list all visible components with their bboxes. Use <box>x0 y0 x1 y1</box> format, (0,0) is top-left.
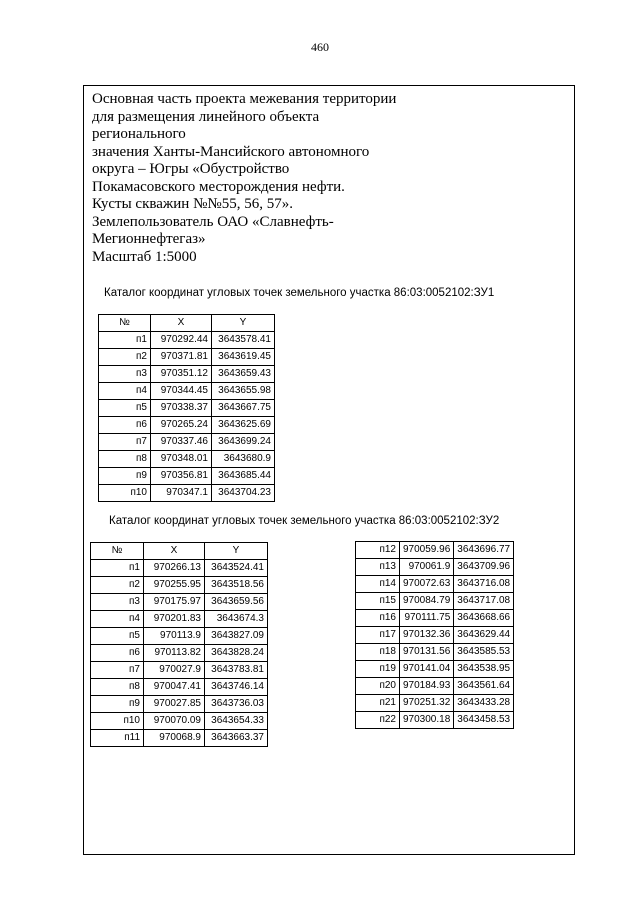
cell-x: 970337.46 <box>151 434 212 451</box>
cell-point-number: п22 <box>356 712 400 729</box>
catalog-2-caption: Каталог координат угловых точек земельного участка 86:03:0052102:ЗУ2 <box>109 515 500 527</box>
cell-point-number: п6 <box>99 417 151 434</box>
heading-line: Землепользователь ОАО «Славнефть- <box>92 213 334 230</box>
cell-y: 3643654.33 <box>205 713 268 730</box>
cell-y: 3643625.69 <box>212 417 275 434</box>
cell-point-number: п12 <box>356 542 400 559</box>
cell-y: 3643619.45 <box>212 349 275 366</box>
cell-y: 3643736.03 <box>205 696 268 713</box>
table-row <box>356 593 514 610</box>
cell-x: 970141.04 <box>400 661 454 678</box>
table-row <box>99 485 275 502</box>
cell-point-number: п13 <box>356 559 400 576</box>
cell-x: 970338.37 <box>151 400 212 417</box>
cell-x: 970265.24 <box>151 417 212 434</box>
catalog-1-table <box>98 314 275 502</box>
cell-point-number: п10 <box>91 713 144 730</box>
cell-y: 3643458.53 <box>454 712 514 729</box>
cell-point-number: п14 <box>356 576 400 593</box>
table-row <box>99 468 275 485</box>
cell-y: 3643659.43 <box>212 366 275 383</box>
cell-point-number: п1 <box>99 332 151 349</box>
cell-x: 970061.9 <box>400 559 454 576</box>
cell-y: 3643518.56 <box>205 577 268 594</box>
cell-y: 3643585.53 <box>454 644 514 661</box>
table-row <box>356 661 514 678</box>
cell-y: 3643655.98 <box>212 383 275 400</box>
cell-y: 3643704.23 <box>212 485 275 502</box>
cell-point-number: п7 <box>99 434 151 451</box>
heading-line: значения Ханты-Мансийского автономного <box>92 143 370 160</box>
table-header-row <box>99 315 275 332</box>
heading-line: Кусты скважин №№55, 56, 57». <box>92 196 293 212</box>
cell-y: 3643659.56 <box>205 594 268 611</box>
cell-y: 3643674.3 <box>205 611 268 628</box>
cell-point-number: п2 <box>91 577 144 594</box>
cell-y: 3643827.09 <box>205 628 268 645</box>
cell-point-number: п19 <box>356 661 400 678</box>
table-header-row <box>91 543 268 560</box>
heading-line: Основная часть проекта межевания территории <box>92 91 397 107</box>
cell-x: 970131.56 <box>400 644 454 661</box>
cell-y: 3643709.96 <box>454 559 514 576</box>
column-header-y: Y <box>212 315 275 332</box>
table-row <box>91 645 268 662</box>
cell-y: 3643433.28 <box>454 695 514 712</box>
heading-line: Масштаб 1:5000 <box>92 248 197 265</box>
cell-x: 970292.44 <box>151 332 212 349</box>
cell-x: 970068.9 <box>144 730 205 747</box>
cell-point-number: п5 <box>99 400 151 417</box>
cell-y: 3643538.95 <box>454 661 514 678</box>
cell-x: 970255.95 <box>144 577 205 594</box>
catalog-2-table-right <box>355 541 514 729</box>
table-row <box>99 451 275 468</box>
cell-point-number: п11 <box>91 730 144 747</box>
table-row <box>356 576 514 593</box>
table-row <box>356 644 514 661</box>
cell-y: 3643717.08 <box>454 593 514 610</box>
heading-line: Мегионнефтегаз» <box>92 231 206 247</box>
table-row <box>91 713 268 730</box>
catalog-2-table-left <box>90 542 268 747</box>
table-row <box>356 695 514 712</box>
cell-x: 970344.45 <box>151 383 212 400</box>
column-header-x: X <box>144 543 205 560</box>
table-row <box>91 611 268 628</box>
cell-point-number: п2 <box>99 349 151 366</box>
table-row <box>356 627 514 644</box>
document-heading <box>92 91 422 266</box>
table-row <box>91 679 268 696</box>
cell-x: 970371.81 <box>151 349 212 366</box>
cell-x: 970184.93 <box>400 678 454 695</box>
column-header-y: Y <box>205 543 268 560</box>
table-row <box>91 594 268 611</box>
cell-point-number: п15 <box>356 593 400 610</box>
cell-point-number: п6 <box>91 645 144 662</box>
cell-x: 970059.96 <box>400 542 454 559</box>
cell-y: 3643828.24 <box>205 645 268 662</box>
cell-point-number: п3 <box>99 366 151 383</box>
table-row <box>356 559 514 576</box>
cell-y: 3643668.66 <box>454 610 514 627</box>
cell-y: 3643578.41 <box>212 332 275 349</box>
cell-x: 970300.18 <box>400 712 454 729</box>
heading-line: для размещения линейного объекта <box>92 108 320 125</box>
cell-x: 970347.1 <box>151 485 212 502</box>
cell-y: 3643680.9 <box>212 451 275 468</box>
cell-point-number: п1 <box>91 560 144 577</box>
table-row <box>91 730 268 747</box>
cell-point-number: п4 <box>91 611 144 628</box>
cell-point-number: п16 <box>356 610 400 627</box>
table-row <box>91 628 268 645</box>
cell-y: 3643524.41 <box>205 560 268 577</box>
cell-point-number: п21 <box>356 695 400 712</box>
cell-point-number: п9 <box>91 696 144 713</box>
cell-y: 3643696.77 <box>454 542 514 559</box>
cell-point-number: п8 <box>91 679 144 696</box>
column-header-x: X <box>151 315 212 332</box>
cell-x: 970175.97 <box>144 594 205 611</box>
cell-x: 970027.85 <box>144 696 205 713</box>
cell-x: 970251.32 <box>400 695 454 712</box>
table-row <box>356 678 514 695</box>
table-row <box>356 542 514 559</box>
cell-y: 3643663.37 <box>205 730 268 747</box>
cell-x: 970113.9 <box>144 628 205 645</box>
cell-y: 3643699.24 <box>212 434 275 451</box>
cell-x: 970113.82 <box>144 645 205 662</box>
table-row <box>99 434 275 451</box>
cell-point-number: п18 <box>356 644 400 661</box>
table-row <box>356 610 514 627</box>
cell-y: 3643667.75 <box>212 400 275 417</box>
table-row <box>99 383 275 400</box>
cell-y: 3643561.64 <box>454 678 514 695</box>
table-row <box>99 332 275 349</box>
cell-point-number: п4 <box>99 383 151 400</box>
cell-point-number: п8 <box>99 451 151 468</box>
cell-x: 970111.75 <box>400 610 454 627</box>
cell-x: 970351.12 <box>151 366 212 383</box>
cell-y: 3643629.44 <box>454 627 514 644</box>
cell-y: 3643783.81 <box>205 662 268 679</box>
cell-point-number: п7 <box>91 662 144 679</box>
heading-line: округа – Югры «Обустройство <box>92 161 290 177</box>
table-row <box>91 662 268 679</box>
table-row <box>99 417 275 434</box>
cell-point-number: п9 <box>99 468 151 485</box>
table-row <box>91 577 268 594</box>
cell-point-number: п20 <box>356 678 400 695</box>
cell-x: 970072.63 <box>400 576 454 593</box>
cell-x: 970356.81 <box>151 468 212 485</box>
cell-x: 970084.79 <box>400 593 454 610</box>
table-row <box>99 349 275 366</box>
table-row <box>99 366 275 383</box>
cell-point-number: п10 <box>99 485 151 502</box>
cell-x: 970132.36 <box>400 627 454 644</box>
cell-x: 970348.01 <box>151 451 212 468</box>
cell-y: 3643746.14 <box>205 679 268 696</box>
table-row <box>91 696 268 713</box>
cell-x: 970047.41 <box>144 679 205 696</box>
column-header-number: № <box>99 315 151 332</box>
cell-x: 970266.13 <box>144 560 205 577</box>
heading-line: регионального <box>92 126 186 142</box>
cell-y: 3643716.08 <box>454 576 514 593</box>
cell-point-number: п17 <box>356 627 400 644</box>
catalog-1-caption: Каталог координат угловых точек земельного участка 86:03:0052102:ЗУ1 <box>104 287 495 299</box>
column-header-number: № <box>91 543 144 560</box>
cell-x: 970070.09 <box>144 713 205 730</box>
cell-point-number: п3 <box>91 594 144 611</box>
table-row <box>99 400 275 417</box>
table-row <box>356 712 514 729</box>
cell-x: 970027.9 <box>144 662 205 679</box>
heading-line: Покамасовского месторождения нефти. <box>92 178 345 195</box>
cell-point-number: п5 <box>91 628 144 645</box>
page-number: 460 <box>311 40 329 54</box>
cell-y: 3643685.44 <box>212 468 275 485</box>
cell-x: 970201.83 <box>144 611 205 628</box>
table-row <box>91 560 268 577</box>
